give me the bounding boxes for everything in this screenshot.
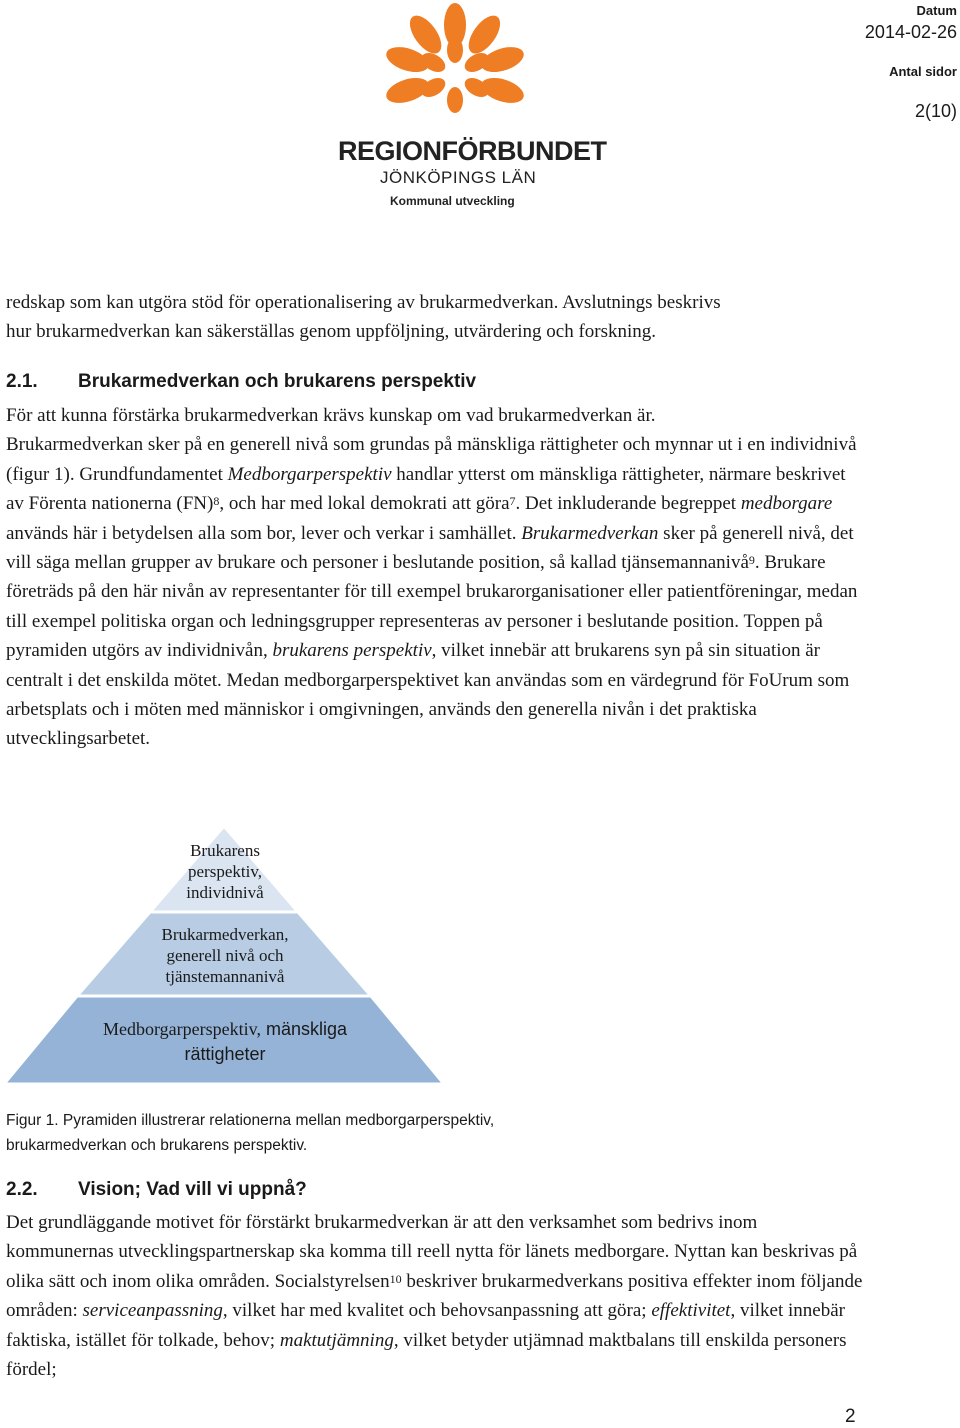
datum-label: Datum (916, 3, 957, 18)
intro-line-1: redskap som kan utgöra stöd för operationalisering av brukarmedverkan. Avslutnings beskrivs (6, 292, 721, 313)
page-number: 2 (845, 1406, 856, 1427)
section-number: 2.1. (6, 371, 38, 392)
logo-unit: Kommunal utveckling (390, 194, 515, 208)
regionforbundet-logo (330, 0, 607, 215)
section-title: Brukarmedverkan och brukarens perspektiv (78, 371, 477, 392)
intro-line-2: hur brukarmedverkan kan säkerställas genom uppföljning, utvärdering och forskning. (6, 321, 657, 343)
section-number: 2.2. (6, 1179, 38, 1200)
pyramid-bottom-label: Medborgarperspektiv, mänskliga rättigheter (102, 1019, 347, 1064)
datum-value: 2014-02-26 (864, 22, 957, 42)
section-heading-2-2 (6, 1179, 307, 1201)
logo-region: JÖNKÖPINGS LÄN (380, 168, 537, 187)
section-heading-2-1 (6, 371, 476, 393)
figure-caption: Figur 1. Pyramiden illustrerar relationerna mellan medborgarperspektiv, brukarmedverkan och brukarens perspektiv. (6, 1112, 495, 1154)
section1-sentence-1: För att kunna förstärka brukarmedverkan krävs kunskap om vad brukarmedverkan är. (6, 405, 656, 426)
section1-paragraph (6, 401, 866, 754)
intro-paragraph (6, 288, 946, 347)
pyramid-figure (0, 820, 460, 1090)
pyramid-top-label: Brukarens perspektiv, individnivå (186, 841, 264, 902)
section1-body: Brukarmedverkan sker på en generell nivå som grundas på mänskliga rättigheter och mynnar ut i en individnivå (figur 1). Grundfundamentet Medborgarperspektiv handlar ytterst om mänskliga rättigheter, närmare beskrivet av Förenta nationerna (FN)$^8$, och har med lokal demokrati att göra$^7$. Det inkluderande begreppet medborgare används här i betydelsen alla som bor, lever och verkar i samhället. Brukarmedverkan sker på generell nivå, det vill säga mellan grupper av brukare och personer i beslutande position, så kallad tjänsemannanivå$^9$. Brukare företräds på den här nivån av representanter för till exempel brukarorganisationer eller patientföreningar, medan till exempel politiska organ och ledningsgrupper representeras av personer i beslutande position. Toppen på pyramiden utgörs av individnivån, brukarens perspektiv, vilket innebär att brukarens syn på sin situation är centralt i det enskilda mötet. Medan medborgarperspektivet kan användas som en värdegrund för FoUrum som arbetsplats och i möten med människor i omgivningen, används den generella nivån i det praktiska utvecklingsarbetet. (6, 434, 858, 750)
sidor-label: Antal sidor (889, 64, 957, 79)
section2-body: Det grundläggande motivet för förstärkt brukarmedverkan är att den verksamhet som bedrivs inom kommunernas utvecklingspartnerskap ska komma till reell nytta för länets medborgare. Nyttan kan beskrivas på olika sätt och inom olika områden. Socialstyrelsen$^{10}$ beskriver brukarmedverkans positiva effekter inom följande områden: serviceanpassning, vilket har med kvalitet och behovsanpassning att göra; effektivitet, vilket innebär faktiska, istället för tolkade, behov; maktutjämning, vilket betyder utjämnad maktbalans till enskilda personers fördel; (6, 1212, 863, 1381)
section2-paragraph (6, 1208, 868, 1384)
section-title: Vision; Vad vill vi uppnå? (78, 1179, 307, 1200)
pyramid-middle-label: Brukarmedverkan, generell nivå och tjänstemannanivå (161, 925, 289, 986)
flower-mark-icon (330, 0, 580, 140)
logo-name: REGIONFÖRBUNDET (338, 136, 607, 166)
sidor-value: 2(10) (914, 101, 957, 121)
